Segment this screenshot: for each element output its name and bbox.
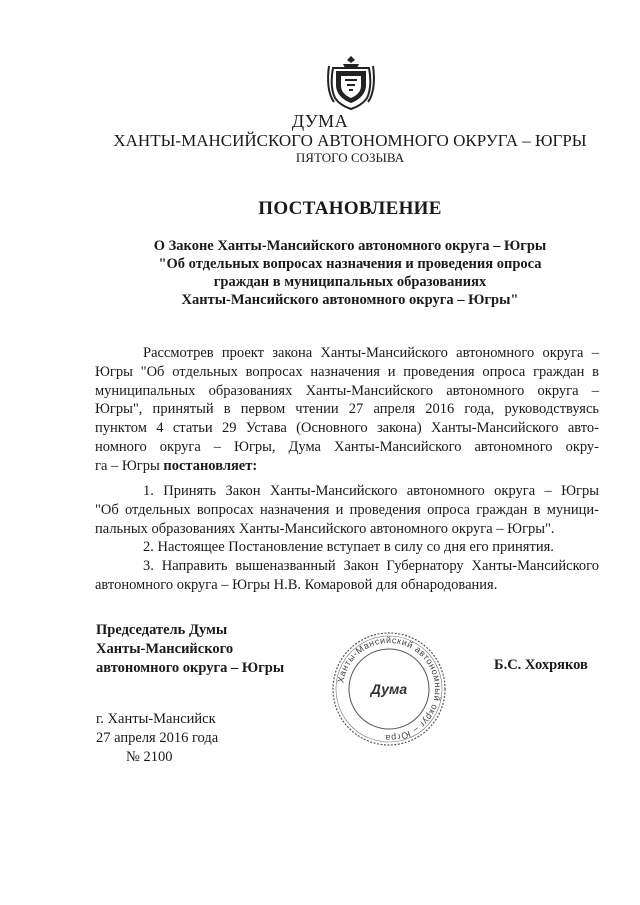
preamble-line: Югры", принятый в первом чтении 27 апреля 2016 года, руководствуясь bbox=[95, 401, 599, 418]
signatory-title-line: автономного округа – Югры bbox=[96, 660, 285, 676]
coat-of-arms-icon bbox=[325, 54, 377, 110]
preamble-line-text: га – Югры bbox=[95, 457, 160, 474]
item-1-line: 1. Принять Закон Ханты-Мансийского автономного округа – Югры bbox=[143, 483, 599, 499]
preamble-line: Югры "Об отдельных вопросах назначения и проведения опроса граждан в bbox=[95, 363, 599, 380]
preamble-line-last bbox=[95, 457, 599, 476]
signatory-title-line: Ханты-Мансийского bbox=[96, 641, 234, 657]
resolution-items bbox=[95, 482, 599, 595]
preamble-line: номного округа – Югры, Дума Ханты-Мансийского автономного окру- bbox=[95, 438, 599, 455]
document-type-title: ПОСТАНОВЛЕНИЕ bbox=[258, 198, 442, 219]
subject-line: граждан в муниципальных образованиях bbox=[213, 274, 487, 290]
signatory-title-line: Председатель Думы bbox=[96, 622, 228, 638]
subject-line: О Законе Ханты-Мансийского автономного округа – Югры bbox=[153, 238, 547, 254]
item-1-line: пальных образованиях Ханты-Мансийского автономного округа – Югры". bbox=[95, 520, 555, 537]
preamble-line: Рассмотрев проект закона Ханты-Мансийского автономного округа – bbox=[143, 345, 599, 361]
place-and-date bbox=[96, 710, 218, 767]
signatory-title bbox=[96, 621, 284, 678]
signatory-name: Б.С. Хохряков bbox=[494, 657, 588, 673]
date: 27 апреля 2016 года bbox=[96, 730, 219, 746]
city: г. Ханты-Мансийск bbox=[96, 711, 216, 727]
header-convocation: ПЯТОГО СОЗЫВА bbox=[295, 150, 405, 165]
subject-line: Ханты-Мансийского автономного округа – Югры" bbox=[181, 292, 519, 308]
stamp-ring-path: Ханты-Мансийский автономный округ – Югра bbox=[335, 634, 444, 744]
resolves-word: постановляет: bbox=[163, 457, 258, 474]
item-3-line: автономного округа – Югры Н.В. Комаровой для обнародования. bbox=[95, 576, 498, 593]
header-duma: ДУМА bbox=[291, 111, 349, 131]
document-subject bbox=[110, 237, 590, 309]
official-stamp bbox=[330, 630, 448, 748]
item-3-line: 3. Направить вышеназванный Закон Губернатору Ханты-Мансийского bbox=[143, 558, 599, 575]
stamp-center-text: Дума bbox=[370, 681, 408, 697]
preamble-line: муниципальных образованиях Ханты-Мансийского автономного округа – bbox=[95, 382, 599, 399]
header-okrug: ХАНТЫ-МАНСИЙСКОГО АВТОНОМНОГО ОКРУГА – ЮГРЫ bbox=[113, 131, 587, 150]
document-number: № 2100 bbox=[126, 749, 173, 765]
preamble-paragraph bbox=[95, 344, 599, 476]
item-2-line: 2. Настоящее Постановление вступает в силу со дня его принятия. bbox=[143, 539, 554, 556]
subject-line: "Об отдельных вопросах назначения и проведения опроса bbox=[158, 256, 542, 272]
preamble-line: пунктом 4 статьи 29 Устава (Основного закона) Ханты-Мансийского авто- bbox=[95, 420, 599, 437]
item-1-line: "Об отдельных вопросах назначения и проведения опроса граждан в муници- bbox=[95, 501, 599, 518]
